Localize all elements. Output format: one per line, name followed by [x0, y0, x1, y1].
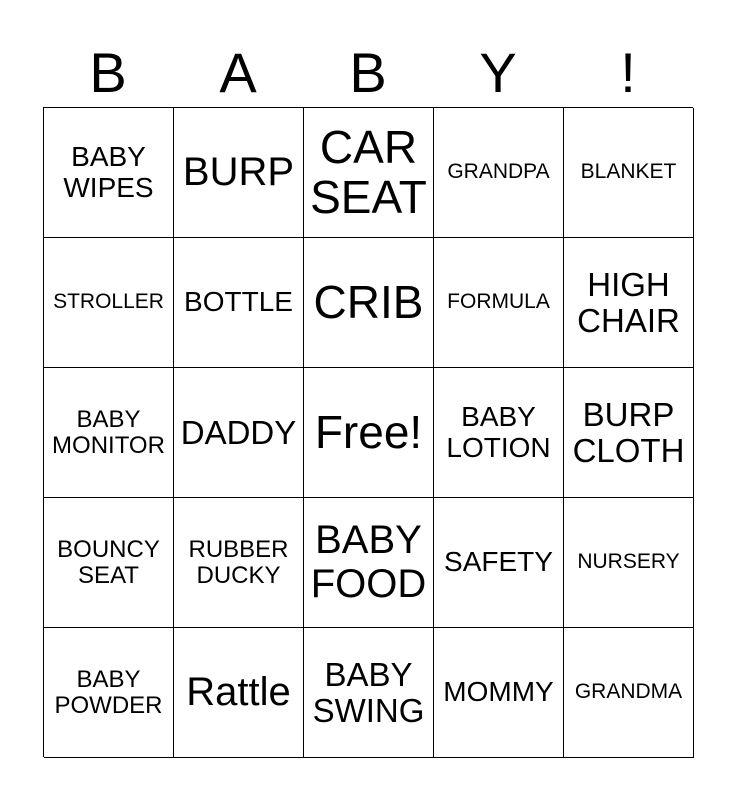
cell-label: FORMULA [447, 290, 550, 314]
cell-label: BURP CLOTH [572, 395, 685, 469]
header-letter-a: A [219, 41, 257, 104]
bingo-cell[interactable] [434, 498, 564, 628]
bingo-cell[interactable] [304, 108, 434, 238]
cell-label: DADDY [180, 413, 297, 451]
header-letter-exclamation: ! [620, 41, 636, 104]
cell-label: BABY POWDER [54, 665, 163, 719]
bingo-cell[interactable] [174, 368, 304, 498]
cell-label: BABY MONITOR [52, 405, 165, 459]
bingo-cell[interactable] [304, 628, 434, 758]
cell-label: GRANDMA [574, 680, 683, 704]
bingo-cell[interactable] [434, 368, 564, 498]
bingo-cell[interactable] [174, 498, 304, 628]
header-letter-y: Y [479, 41, 517, 104]
bingo-cell[interactable] [434, 628, 564, 758]
bingo-cell[interactable] [44, 108, 174, 238]
bingo-cell[interactable] [174, 238, 304, 368]
bingo-cell[interactable] [564, 628, 694, 758]
bingo-header [43, 40, 693, 106]
cell-label: SAFETY [444, 546, 553, 578]
cell-label: MOMMY [443, 676, 554, 708]
bingo-cell[interactable] [564, 368, 694, 498]
cell-label: Free! [314, 405, 423, 458]
cell-label: BABY LOTION [446, 401, 551, 463]
bingo-board [43, 107, 693, 757]
cell-label: CRIB [313, 275, 424, 328]
header-letter-b2: B [349, 41, 387, 104]
bingo-cell[interactable] [434, 238, 564, 368]
cell-label: RUBBER DUCKY [188, 535, 289, 589]
cell-label: NURSERY [577, 550, 680, 574]
cell-label: BABY SWING [312, 655, 425, 729]
cell-label: BURP [182, 149, 295, 194]
bingo-cell[interactable] [44, 498, 174, 628]
bingo-cell[interactable] [44, 368, 174, 498]
bingo-cell[interactable] [564, 108, 694, 238]
cell-label: Rattle [186, 669, 291, 714]
header-letter-b1: B [89, 41, 127, 104]
bingo-cell[interactable] [44, 238, 174, 368]
cell-label: BABY FOOD [310, 518, 427, 606]
cell-label: BOTTLE [184, 286, 293, 318]
cell-label: BABY WIPES [63, 141, 154, 203]
cell-label: GRANDPA [447, 160, 550, 184]
cell-label: CAR SEAT [310, 120, 427, 223]
bingo-cell[interactable] [434, 108, 564, 238]
bingo-cell[interactable] [174, 628, 304, 758]
bingo-cell[interactable] [304, 238, 434, 368]
cell-label: STROLLER [53, 290, 164, 314]
cell-label: BOUNCY SEAT [57, 535, 160, 589]
cell-label: BLANKET [580, 160, 677, 184]
bingo-cell[interactable] [304, 498, 434, 628]
bingo-cell-free[interactable] [304, 368, 434, 498]
bingo-cell[interactable] [564, 498, 694, 628]
bingo-cell[interactable] [174, 108, 304, 238]
cell-label: HIGH CHAIR [577, 265, 680, 339]
bingo-cell[interactable] [564, 238, 694, 368]
bingo-cell[interactable] [44, 628, 174, 758]
